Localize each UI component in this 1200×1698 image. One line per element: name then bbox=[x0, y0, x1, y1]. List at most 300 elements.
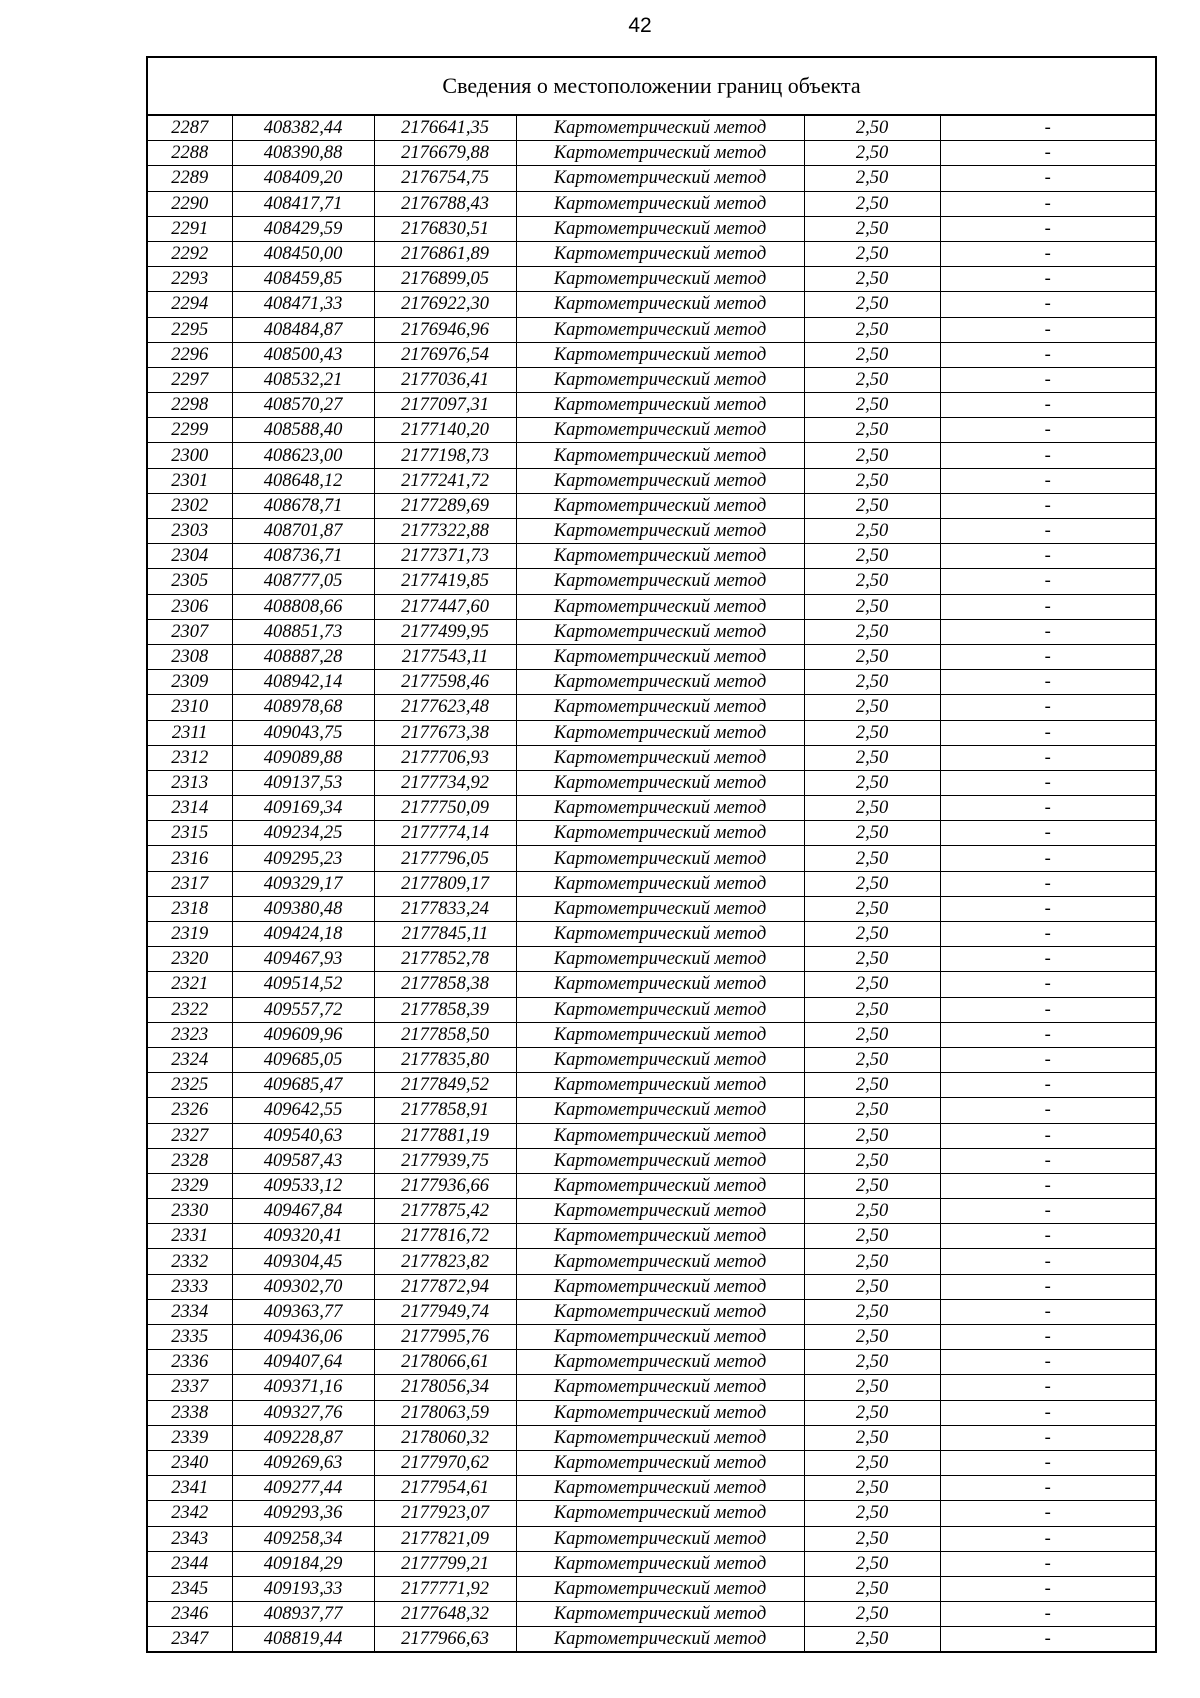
x-coordinate-cell: 409514,52 bbox=[232, 972, 374, 997]
description-cell: - bbox=[940, 418, 1155, 443]
y-coordinate-cell: 2176788,43 bbox=[374, 191, 516, 216]
description-cell: - bbox=[940, 1551, 1155, 1576]
description-cell: - bbox=[940, 1526, 1155, 1551]
description-cell: - bbox=[940, 922, 1155, 947]
x-coordinate-cell: 409363,77 bbox=[232, 1299, 374, 1324]
description-cell: - bbox=[940, 947, 1155, 972]
description-cell: - bbox=[940, 393, 1155, 418]
accuracy-cell: 2,50 bbox=[804, 241, 940, 266]
description-cell: - bbox=[940, 594, 1155, 619]
point-number-cell: 2324 bbox=[148, 1047, 232, 1072]
method-cell: Картометрический метод bbox=[516, 519, 804, 544]
description-cell: - bbox=[940, 1173, 1155, 1198]
description-cell: - bbox=[940, 116, 1155, 141]
description-cell: - bbox=[940, 519, 1155, 544]
method-cell: Картометрический метод bbox=[516, 1299, 804, 1324]
accuracy-cell: 2,50 bbox=[804, 367, 940, 392]
point-number-cell: 2327 bbox=[148, 1123, 232, 1148]
method-cell: Картометрический метод bbox=[516, 821, 804, 846]
y-coordinate-cell: 2177241,72 bbox=[374, 468, 516, 493]
coordinates-table bbox=[148, 116, 1155, 1651]
table-row bbox=[148, 1073, 1155, 1098]
y-coordinate-cell: 2177289,69 bbox=[374, 493, 516, 518]
point-number-cell: 2290 bbox=[148, 191, 232, 216]
method-cell: Картометрический метод bbox=[516, 720, 804, 745]
y-coordinate-cell: 2177858,91 bbox=[374, 1098, 516, 1123]
x-coordinate-cell: 409184,29 bbox=[232, 1551, 374, 1576]
method-cell: Картометрический метод bbox=[516, 116, 804, 141]
method-cell: Картометрический метод bbox=[516, 1350, 804, 1375]
method-cell: Картометрический метод bbox=[516, 468, 804, 493]
x-coordinate-cell: 409540,63 bbox=[232, 1123, 374, 1148]
method-cell: Картометрический метод bbox=[516, 1173, 804, 1198]
table-row bbox=[148, 619, 1155, 644]
x-coordinate-cell: 408484,87 bbox=[232, 317, 374, 342]
method-cell: Картометрический метод bbox=[516, 1602, 804, 1627]
table-row bbox=[148, 1249, 1155, 1274]
description-cell: - bbox=[940, 166, 1155, 191]
x-coordinate-cell: 408390,88 bbox=[232, 141, 374, 166]
table-row bbox=[148, 141, 1155, 166]
table-row bbox=[148, 1476, 1155, 1501]
method-cell: Картометрический метод bbox=[516, 997, 804, 1022]
x-coordinate-cell: 409609,96 bbox=[232, 1022, 374, 1047]
accuracy-cell: 2,50 bbox=[804, 544, 940, 569]
accuracy-cell: 2,50 bbox=[804, 1476, 940, 1501]
method-cell: Картометрический метод bbox=[516, 418, 804, 443]
point-number-cell: 2331 bbox=[148, 1224, 232, 1249]
method-cell: Картометрический метод bbox=[516, 1098, 804, 1123]
y-coordinate-cell: 2177036,41 bbox=[374, 367, 516, 392]
point-number-cell: 2293 bbox=[148, 267, 232, 292]
x-coordinate-cell: 409193,33 bbox=[232, 1576, 374, 1601]
y-coordinate-cell: 2177140,20 bbox=[374, 418, 516, 443]
description-cell: - bbox=[940, 191, 1155, 216]
method-cell: Картометрический метод bbox=[516, 443, 804, 468]
x-coordinate-cell: 409467,93 bbox=[232, 947, 374, 972]
table-row bbox=[148, 216, 1155, 241]
description-cell: - bbox=[940, 493, 1155, 518]
accuracy-cell: 2,50 bbox=[804, 1450, 940, 1475]
x-coordinate-cell: 408648,12 bbox=[232, 468, 374, 493]
y-coordinate-cell: 2177833,24 bbox=[374, 896, 516, 921]
method-cell: Картометрический метод bbox=[516, 1375, 804, 1400]
accuracy-cell: 2,50 bbox=[804, 1602, 940, 1627]
method-cell: Картометрический метод bbox=[516, 493, 804, 518]
accuracy-cell: 2,50 bbox=[804, 1526, 940, 1551]
accuracy-cell: 2,50 bbox=[804, 267, 940, 292]
table-row bbox=[148, 1047, 1155, 1072]
y-coordinate-cell: 2176641,35 bbox=[374, 116, 516, 141]
y-coordinate-cell: 2176922,30 bbox=[374, 292, 516, 317]
table-row bbox=[148, 1325, 1155, 1350]
point-number-cell: 2287 bbox=[148, 116, 232, 141]
point-number-cell: 2330 bbox=[148, 1199, 232, 1224]
description-cell: - bbox=[940, 1576, 1155, 1601]
point-number-cell: 2347 bbox=[148, 1627, 232, 1652]
x-coordinate-cell: 408429,59 bbox=[232, 216, 374, 241]
y-coordinate-cell: 2177849,52 bbox=[374, 1073, 516, 1098]
point-number-cell: 2328 bbox=[148, 1148, 232, 1173]
y-coordinate-cell: 2177771,92 bbox=[374, 1576, 516, 1601]
point-number-cell: 2296 bbox=[148, 342, 232, 367]
description-cell: - bbox=[940, 720, 1155, 745]
y-coordinate-cell: 2177858,50 bbox=[374, 1022, 516, 1047]
accuracy-cell: 2,50 bbox=[804, 1199, 940, 1224]
description-cell: - bbox=[940, 443, 1155, 468]
y-coordinate-cell: 2178066,61 bbox=[374, 1350, 516, 1375]
x-coordinate-cell: 409329,17 bbox=[232, 871, 374, 896]
description-cell: - bbox=[940, 745, 1155, 770]
table-row bbox=[148, 594, 1155, 619]
method-cell: Картометрический метод bbox=[516, 922, 804, 947]
y-coordinate-cell: 2177419,85 bbox=[374, 569, 516, 594]
table-row bbox=[148, 241, 1155, 266]
y-coordinate-cell: 2177858,39 bbox=[374, 997, 516, 1022]
method-cell: Картометрический метод bbox=[516, 191, 804, 216]
boundary-info-sheet bbox=[146, 56, 1157, 1653]
point-number-cell: 2291 bbox=[148, 216, 232, 241]
table-row bbox=[148, 468, 1155, 493]
description-cell: - bbox=[940, 619, 1155, 644]
description-cell: - bbox=[940, 1350, 1155, 1375]
point-number-cell: 2312 bbox=[148, 745, 232, 770]
x-coordinate-cell: 408471,33 bbox=[232, 292, 374, 317]
x-coordinate-cell: 409234,25 bbox=[232, 821, 374, 846]
table-row bbox=[148, 1274, 1155, 1299]
y-coordinate-cell: 2177750,09 bbox=[374, 796, 516, 821]
x-coordinate-cell: 408851,73 bbox=[232, 619, 374, 644]
accuracy-cell: 2,50 bbox=[804, 519, 940, 544]
method-cell: Картометрический метод bbox=[516, 1450, 804, 1475]
accuracy-cell: 2,50 bbox=[804, 594, 940, 619]
description-cell: - bbox=[940, 1299, 1155, 1324]
x-coordinate-cell: 409533,12 bbox=[232, 1173, 374, 1198]
method-cell: Картометрический метод bbox=[516, 393, 804, 418]
x-coordinate-cell: 409380,48 bbox=[232, 896, 374, 921]
x-coordinate-cell: 409295,23 bbox=[232, 846, 374, 871]
x-coordinate-cell: 409304,45 bbox=[232, 1249, 374, 1274]
y-coordinate-cell: 2177858,38 bbox=[374, 972, 516, 997]
point-number-cell: 2340 bbox=[148, 1450, 232, 1475]
x-coordinate-cell: 409642,55 bbox=[232, 1098, 374, 1123]
x-coordinate-cell: 408978,68 bbox=[232, 695, 374, 720]
table-row bbox=[148, 1098, 1155, 1123]
description-cell: - bbox=[940, 1602, 1155, 1627]
table-row bbox=[148, 997, 1155, 1022]
table-row bbox=[148, 770, 1155, 795]
point-number-cell: 2309 bbox=[148, 670, 232, 695]
point-number-cell: 2334 bbox=[148, 1299, 232, 1324]
description-cell: - bbox=[940, 1098, 1155, 1123]
description-cell: - bbox=[940, 342, 1155, 367]
table-row bbox=[148, 1123, 1155, 1148]
table-row bbox=[148, 896, 1155, 921]
table-row bbox=[148, 1551, 1155, 1576]
accuracy-cell: 2,50 bbox=[804, 1400, 940, 1425]
description-cell: - bbox=[940, 644, 1155, 669]
description-cell: - bbox=[940, 796, 1155, 821]
y-coordinate-cell: 2177799,21 bbox=[374, 1551, 516, 1576]
y-coordinate-cell: 2177875,42 bbox=[374, 1199, 516, 1224]
method-cell: Картометрический метод bbox=[516, 1022, 804, 1047]
point-number-cell: 2295 bbox=[148, 317, 232, 342]
table-row bbox=[148, 191, 1155, 216]
y-coordinate-cell: 2177823,82 bbox=[374, 1249, 516, 1274]
method-cell: Картометрический метод bbox=[516, 166, 804, 191]
accuracy-cell: 2,50 bbox=[804, 972, 940, 997]
y-coordinate-cell: 2177995,76 bbox=[374, 1325, 516, 1350]
accuracy-cell: 2,50 bbox=[804, 1173, 940, 1198]
description-cell: - bbox=[940, 896, 1155, 921]
y-coordinate-cell: 2177598,46 bbox=[374, 670, 516, 695]
accuracy-cell: 2,50 bbox=[804, 418, 940, 443]
method-cell: Картометрический метод bbox=[516, 796, 804, 821]
accuracy-cell: 2,50 bbox=[804, 443, 940, 468]
y-coordinate-cell: 2177872,94 bbox=[374, 1274, 516, 1299]
accuracy-cell: 2,50 bbox=[804, 1249, 940, 1274]
x-coordinate-cell: 409557,72 bbox=[232, 997, 374, 1022]
point-number-cell: 2320 bbox=[148, 947, 232, 972]
method-cell: Картометрический метод bbox=[516, 594, 804, 619]
method-cell: Картометрический метод bbox=[516, 292, 804, 317]
accuracy-cell: 2,50 bbox=[804, 1047, 940, 1072]
method-cell: Картометрический метод bbox=[516, 846, 804, 871]
y-coordinate-cell: 2177322,88 bbox=[374, 519, 516, 544]
point-number-cell: 2335 bbox=[148, 1325, 232, 1350]
x-coordinate-cell: 409424,18 bbox=[232, 922, 374, 947]
method-cell: Картометрический метод bbox=[516, 1047, 804, 1072]
x-coordinate-cell: 409277,44 bbox=[232, 1476, 374, 1501]
accuracy-cell: 2,50 bbox=[804, 770, 940, 795]
y-coordinate-cell: 2176946,96 bbox=[374, 317, 516, 342]
table-row bbox=[148, 493, 1155, 518]
point-number-cell: 2303 bbox=[148, 519, 232, 544]
y-coordinate-cell: 2177816,72 bbox=[374, 1224, 516, 1249]
description-cell: - bbox=[940, 846, 1155, 871]
x-coordinate-cell: 408701,87 bbox=[232, 519, 374, 544]
point-number-cell: 2342 bbox=[148, 1501, 232, 1526]
description-cell: - bbox=[940, 1375, 1155, 1400]
method-cell: Картометрический метод bbox=[516, 1576, 804, 1601]
page-number: 42 bbox=[628, 14, 652, 37]
point-number-cell: 2338 bbox=[148, 1400, 232, 1425]
accuracy-cell: 2,50 bbox=[804, 166, 940, 191]
point-number-cell: 2345 bbox=[148, 1576, 232, 1601]
x-coordinate-cell: 408777,05 bbox=[232, 569, 374, 594]
accuracy-cell: 2,50 bbox=[804, 1073, 940, 1098]
method-cell: Картометрический метод bbox=[516, 1551, 804, 1576]
x-coordinate-cell: 409137,53 bbox=[232, 770, 374, 795]
accuracy-cell: 2,50 bbox=[804, 821, 940, 846]
table-row bbox=[148, 569, 1155, 594]
accuracy-cell: 2,50 bbox=[804, 1501, 940, 1526]
description-cell: - bbox=[940, 1224, 1155, 1249]
method-cell: Картометрический метод bbox=[516, 619, 804, 644]
x-coordinate-cell: 408409,20 bbox=[232, 166, 374, 191]
method-cell: Картометрический метод bbox=[516, 1274, 804, 1299]
accuracy-cell: 2,50 bbox=[804, 619, 940, 644]
y-coordinate-cell: 2177923,07 bbox=[374, 1501, 516, 1526]
method-cell: Картометрический метод bbox=[516, 141, 804, 166]
accuracy-cell: 2,50 bbox=[804, 644, 940, 669]
x-coordinate-cell: 408942,14 bbox=[232, 670, 374, 695]
accuracy-cell: 2,50 bbox=[804, 947, 940, 972]
table-row bbox=[148, 1627, 1155, 1652]
accuracy-cell: 2,50 bbox=[804, 1022, 940, 1047]
method-cell: Картометрический метод bbox=[516, 896, 804, 921]
table-row bbox=[148, 418, 1155, 443]
y-coordinate-cell: 2176861,89 bbox=[374, 241, 516, 266]
method-cell: Картометрический метод bbox=[516, 241, 804, 266]
point-number-cell: 2322 bbox=[148, 997, 232, 1022]
point-number-cell: 2305 bbox=[148, 569, 232, 594]
y-coordinate-cell: 2177734,92 bbox=[374, 770, 516, 795]
x-coordinate-cell: 409228,87 bbox=[232, 1425, 374, 1450]
y-coordinate-cell: 2177954,61 bbox=[374, 1476, 516, 1501]
table-row bbox=[148, 1148, 1155, 1173]
accuracy-cell: 2,50 bbox=[804, 1576, 940, 1601]
table-row bbox=[148, 1450, 1155, 1475]
table-row bbox=[148, 292, 1155, 317]
point-number-cell: 2315 bbox=[148, 821, 232, 846]
point-number-cell: 2321 bbox=[148, 972, 232, 997]
accuracy-cell: 2,50 bbox=[804, 695, 940, 720]
table-row bbox=[148, 1526, 1155, 1551]
method-cell: Картометрический метод bbox=[516, 745, 804, 770]
method-cell: Картометрический метод bbox=[516, 1476, 804, 1501]
y-coordinate-cell: 2177499,95 bbox=[374, 619, 516, 644]
y-coordinate-cell: 2177966,63 bbox=[374, 1627, 516, 1652]
method-cell: Картометрический метод bbox=[516, 367, 804, 392]
method-cell: Картометрический метод bbox=[516, 1199, 804, 1224]
x-coordinate-cell: 409407,64 bbox=[232, 1350, 374, 1375]
point-number-cell: 2294 bbox=[148, 292, 232, 317]
description-cell: - bbox=[940, 1073, 1155, 1098]
x-coordinate-cell: 409302,70 bbox=[232, 1274, 374, 1299]
description-cell: - bbox=[940, 871, 1155, 896]
accuracy-cell: 2,50 bbox=[804, 342, 940, 367]
method-cell: Картометрический метод bbox=[516, 1148, 804, 1173]
x-coordinate-cell: 408382,44 bbox=[232, 116, 374, 141]
table-row bbox=[148, 670, 1155, 695]
y-coordinate-cell: 2177097,31 bbox=[374, 393, 516, 418]
table-row bbox=[148, 1400, 1155, 1425]
method-cell: Картометрический метод bbox=[516, 871, 804, 896]
x-coordinate-cell: 409685,47 bbox=[232, 1073, 374, 1098]
accuracy-cell: 2,50 bbox=[804, 997, 940, 1022]
description-cell: - bbox=[940, 141, 1155, 166]
description-cell: - bbox=[940, 1476, 1155, 1501]
description-cell: - bbox=[940, 569, 1155, 594]
accuracy-cell: 2,50 bbox=[804, 191, 940, 216]
method-cell: Картометрический метод bbox=[516, 770, 804, 795]
point-number-cell: 2336 bbox=[148, 1350, 232, 1375]
point-number-cell: 2325 bbox=[148, 1073, 232, 1098]
y-coordinate-cell: 2177936,66 bbox=[374, 1173, 516, 1198]
point-number-cell: 2297 bbox=[148, 367, 232, 392]
table-row bbox=[148, 1501, 1155, 1526]
x-coordinate-cell: 408887,28 bbox=[232, 644, 374, 669]
table-row bbox=[148, 116, 1155, 141]
table-row bbox=[148, 644, 1155, 669]
table-row bbox=[148, 519, 1155, 544]
description-cell: - bbox=[940, 1425, 1155, 1450]
x-coordinate-cell: 408588,40 bbox=[232, 418, 374, 443]
accuracy-cell: 2,50 bbox=[804, 1274, 940, 1299]
method-cell: Картометрический метод bbox=[516, 1526, 804, 1551]
x-coordinate-cell: 409269,63 bbox=[232, 1450, 374, 1475]
method-cell: Картометрический метод bbox=[516, 544, 804, 569]
description-cell: - bbox=[940, 1249, 1155, 1274]
method-cell: Картометрический метод bbox=[516, 1400, 804, 1425]
accuracy-cell: 2,50 bbox=[804, 1375, 940, 1400]
x-coordinate-cell: 409587,43 bbox=[232, 1148, 374, 1173]
method-cell: Картометрический метод bbox=[516, 1249, 804, 1274]
accuracy-cell: 2,50 bbox=[804, 1098, 940, 1123]
accuracy-cell: 2,50 bbox=[804, 1627, 940, 1652]
table-row bbox=[148, 871, 1155, 896]
x-coordinate-cell: 409258,34 bbox=[232, 1526, 374, 1551]
accuracy-cell: 2,50 bbox=[804, 896, 940, 921]
method-cell: Картометрический метод bbox=[516, 1325, 804, 1350]
table-row bbox=[148, 342, 1155, 367]
description-cell: - bbox=[940, 317, 1155, 342]
table-row bbox=[148, 1576, 1155, 1601]
accuracy-cell: 2,50 bbox=[804, 796, 940, 821]
x-coordinate-cell: 408417,71 bbox=[232, 191, 374, 216]
accuracy-cell: 2,50 bbox=[804, 493, 940, 518]
method-cell: Картометрический метод bbox=[516, 1425, 804, 1450]
x-coordinate-cell: 409320,41 bbox=[232, 1224, 374, 1249]
table-row bbox=[148, 821, 1155, 846]
x-coordinate-cell: 409371,16 bbox=[232, 1375, 374, 1400]
x-coordinate-cell: 409436,06 bbox=[232, 1325, 374, 1350]
y-coordinate-cell: 2177970,62 bbox=[374, 1450, 516, 1475]
x-coordinate-cell: 409467,84 bbox=[232, 1199, 374, 1224]
y-coordinate-cell: 2177939,75 bbox=[374, 1148, 516, 1173]
description-cell: - bbox=[940, 1123, 1155, 1148]
description-cell: - bbox=[940, 695, 1155, 720]
y-coordinate-cell: 2177623,48 bbox=[374, 695, 516, 720]
point-number-cell: 2337 bbox=[148, 1375, 232, 1400]
method-cell: Картометрический метод bbox=[516, 1627, 804, 1652]
accuracy-cell: 2,50 bbox=[804, 393, 940, 418]
accuracy-cell: 2,50 bbox=[804, 1350, 940, 1375]
description-cell: - bbox=[940, 770, 1155, 795]
table-row bbox=[148, 393, 1155, 418]
point-number-cell: 2313 bbox=[148, 770, 232, 795]
table-row bbox=[148, 1350, 1155, 1375]
accuracy-cell: 2,50 bbox=[804, 846, 940, 871]
table-row bbox=[148, 1022, 1155, 1047]
point-number-cell: 2317 bbox=[148, 871, 232, 896]
table-row bbox=[148, 267, 1155, 292]
description-cell: - bbox=[940, 972, 1155, 997]
point-number-cell: 2301 bbox=[148, 468, 232, 493]
method-cell: Картометрический метод bbox=[516, 1073, 804, 1098]
table-row bbox=[148, 947, 1155, 972]
point-number-cell: 2307 bbox=[148, 619, 232, 644]
accuracy-cell: 2,50 bbox=[804, 745, 940, 770]
y-coordinate-cell: 2177447,60 bbox=[374, 594, 516, 619]
y-coordinate-cell: 2177949,74 bbox=[374, 1299, 516, 1324]
point-number-cell: 2314 bbox=[148, 796, 232, 821]
y-coordinate-cell: 2177706,93 bbox=[374, 745, 516, 770]
table-row bbox=[148, 367, 1155, 392]
coordinates-table-body bbox=[148, 116, 1155, 1651]
x-coordinate-cell: 408500,43 bbox=[232, 342, 374, 367]
